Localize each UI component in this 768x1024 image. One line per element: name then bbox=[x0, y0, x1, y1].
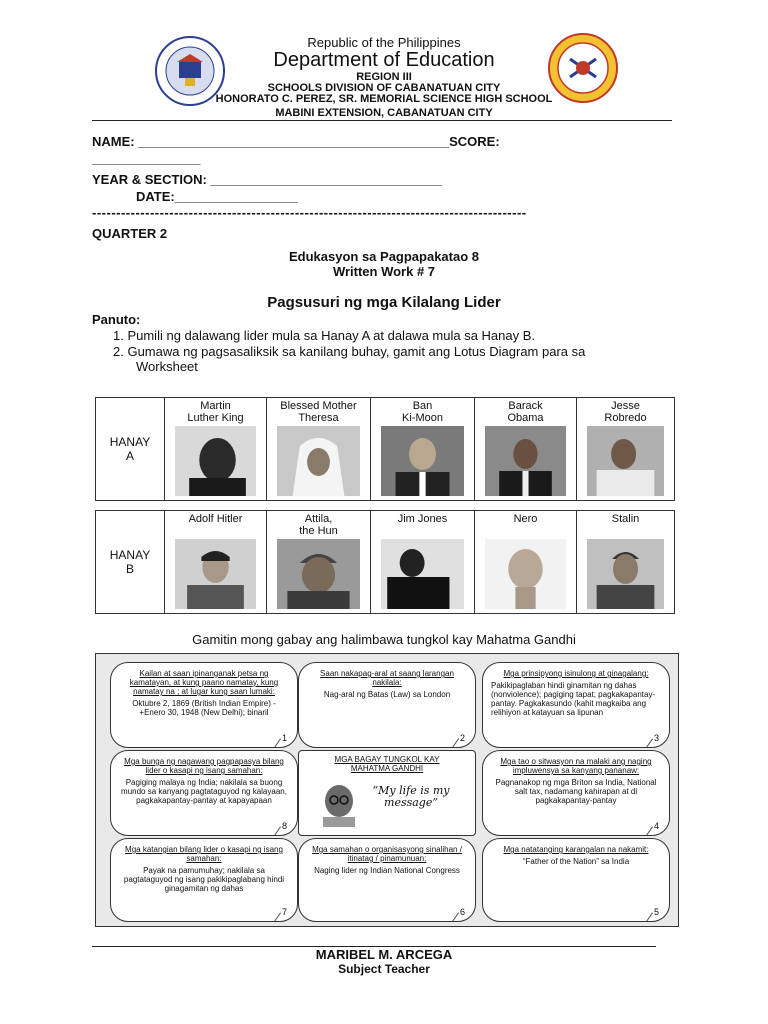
instruction-2-cont: Worksheet bbox=[136, 359, 198, 374]
leader-name: Robredo bbox=[604, 412, 647, 424]
leader-photo bbox=[381, 539, 464, 609]
leader-photo bbox=[485, 539, 566, 609]
leader-photo bbox=[277, 426, 360, 496]
header-rule bbox=[92, 120, 672, 121]
leader-name: Ki-Moon bbox=[402, 412, 443, 424]
hanay-b-table bbox=[95, 510, 675, 614]
lotus-question: Mga tao o sitwasyon na malaki ang naging impluwensya sa kanyang pananaw: bbox=[500, 757, 652, 775]
school-address: MABINI EXTENSION, CABANATUAN CITY bbox=[275, 107, 493, 119]
leader-name: Obama bbox=[507, 412, 544, 424]
lotus-center-title: MGA BAGAY TUNGKOL KAY MAHATMA GANDHI bbox=[334, 755, 440, 773]
lotus-answer: “Father of the Nation” sa India bbox=[522, 857, 630, 866]
name-score-field: NAME: ___________________________________________SCORE: bbox=[92, 134, 500, 149]
lotus-box-4 bbox=[482, 750, 670, 836]
lotus-question: Mga natatanging karangalan na nakamit: bbox=[503, 845, 649, 854]
lotus-slash bbox=[269, 826, 281, 836]
leader-name: Theresa bbox=[298, 412, 339, 424]
leader-name: Attila, bbox=[304, 513, 333, 525]
lotus-number: 4 bbox=[653, 821, 659, 831]
lotus-number: 2 bbox=[459, 733, 465, 743]
lotus-answer: Payak na pamumuhay; nakilala sa pagtataguyod ng isang pakikipaglabang hindi ginagamitan ng dahas bbox=[123, 866, 285, 893]
lotus-box-7 bbox=[110, 838, 298, 922]
leader-name: Ban bbox=[412, 400, 433, 412]
leader-name: the Hun bbox=[299, 525, 338, 537]
lotus-answer: Pagnanakop ng mga Briton sa India, National salt tax, nadamang kahirapan at di pagkakapantay-pantay bbox=[495, 778, 657, 805]
leader-cell bbox=[576, 398, 674, 500]
lotus-number: 7 bbox=[281, 907, 287, 917]
quarter-label: QUARTER 2 bbox=[92, 226, 168, 241]
leader-cell bbox=[370, 511, 474, 613]
leader-cell bbox=[164, 511, 266, 613]
lotus-box-3 bbox=[482, 662, 670, 748]
lotus-question: Mga prinsipyong isinulong at ginagalang: bbox=[503, 669, 649, 678]
lotus-number: 5 bbox=[653, 907, 659, 917]
year-section-field: YEAR & SECTION: ________________________________ bbox=[92, 172, 442, 187]
department-title: Department of Education bbox=[273, 49, 495, 71]
hanay-b-letter: B bbox=[125, 562, 134, 576]
hanay-b-label bbox=[96, 511, 164, 613]
lotus-question: Saan nakapag-aral at saang larangan nakilala: bbox=[320, 669, 454, 687]
leader-cell bbox=[576, 511, 674, 613]
teacher-name: MARIBEL M. ARCEGA bbox=[315, 947, 453, 962]
score-line: _______________ bbox=[92, 151, 201, 166]
hanay-a-word: HANAY bbox=[109, 435, 151, 449]
lotus-answer: Oktubre 2, 1869 (British Indian Empire) - +Enero 30, 1948 (New Delhi); binaril bbox=[132, 699, 276, 717]
leader-photo bbox=[587, 426, 664, 496]
lotus-box-5 bbox=[482, 838, 670, 922]
leader-name: Jim Jones bbox=[397, 513, 448, 525]
activity-title: Pagsusuri ng mga Kilalang Lider bbox=[267, 294, 501, 311]
lotus-question: Mga katangian bilang lider o kasapi ng isang samahan: bbox=[125, 845, 283, 863]
leader-name: Stalin bbox=[611, 513, 640, 525]
lotus-diagram bbox=[95, 653, 679, 927]
leader-name: Martin bbox=[200, 400, 231, 412]
lotus-question: Mga samahan o organisasyong sinalihan / itinatag / pinamunuan: bbox=[312, 845, 462, 863]
region-text: REGION III bbox=[356, 71, 412, 83]
lotus-box-2 bbox=[298, 662, 476, 748]
lotus-box-1 bbox=[110, 662, 298, 748]
lotus-answer: Pakikipaglaban hindi ginamitan ng dahas (nonviolence); pagiging tapat; pagkakapantay-pantay. Pagkakasundo (kahit magkaiba ang relihiyon at katayuan sa lipunan bbox=[491, 681, 656, 717]
lotus-number: 8 bbox=[281, 821, 287, 831]
instruction-2: 2. Gumawa ng pagsasaliksik sa kanilang buhay, gamit ang Lotus Diagram para sa bbox=[113, 344, 586, 359]
lotus-box-6 bbox=[298, 838, 476, 922]
instruction-1: 1. Pumili ng dalawang lider mula sa Hanay A at dalawa mula sa Hanay B. bbox=[113, 328, 536, 343]
panuto-label: Panuto: bbox=[92, 312, 141, 327]
lotus-slash bbox=[269, 912, 281, 922]
teacher-role: Subject Teacher bbox=[338, 962, 430, 976]
leader-photo bbox=[175, 539, 256, 609]
gandhi-portrait bbox=[317, 781, 359, 827]
leader-cell bbox=[266, 511, 370, 613]
lotus-slash bbox=[641, 912, 653, 922]
leader-name: Barack bbox=[508, 400, 543, 412]
leader-photo bbox=[277, 539, 360, 609]
subject-title: Edukasyon sa Pagpapakatao 8 bbox=[288, 249, 480, 264]
republic-text: Republic of the Philippines bbox=[307, 35, 461, 50]
leader-cell bbox=[474, 511, 576, 613]
lotus-answer: Nag-aral ng Batas (Law) sa London bbox=[323, 690, 451, 699]
lotus-slash bbox=[447, 738, 459, 748]
divider-dashes: ------------------------------------------------------------------------------------------ bbox=[92, 205, 527, 220]
leader-cell bbox=[164, 398, 266, 500]
hanay-a-table bbox=[95, 397, 675, 501]
lotus-number: 6 bbox=[459, 907, 465, 917]
leader-cell bbox=[266, 398, 370, 500]
leader-name: Luther King bbox=[187, 412, 244, 424]
leader-photo bbox=[381, 426, 464, 496]
hanay-a-letter: A bbox=[125, 449, 134, 463]
date-field: DATE:_________________ bbox=[136, 189, 298, 204]
lotus-slash bbox=[269, 738, 281, 748]
leader-name: Jesse bbox=[611, 400, 640, 412]
lotus-number: 1 bbox=[281, 733, 287, 743]
leader-name: Adolf Hitler bbox=[188, 513, 243, 525]
gandhi-guide-text: Gamitin mong gabay ang halimbawa tungkol kay Mahatma Gandhi bbox=[192, 632, 576, 647]
lotus-center-box bbox=[298, 750, 476, 836]
lotus-slash bbox=[641, 826, 653, 836]
lotus-answer: Pagiging malaya ng India; nakilala sa buong mundo sa kanyang pagtataguyod ng kalayaan, pagkakapantay-pantay at kapayapaan bbox=[121, 778, 287, 805]
hanay-a-label bbox=[96, 398, 164, 500]
leader-photo bbox=[485, 426, 566, 496]
leader-name: Blessed Mother bbox=[280, 400, 357, 412]
leader-cell bbox=[474, 398, 576, 500]
lotus-answer: Naging lider ng Indian National Congress bbox=[314, 866, 460, 875]
leader-photo bbox=[587, 539, 664, 609]
gandhi-quote: “My life is my message” bbox=[372, 784, 450, 809]
hanay-b-word: HANAY bbox=[109, 548, 151, 562]
lotus-box-8 bbox=[110, 750, 298, 836]
leader-photo bbox=[175, 426, 256, 496]
lotus-number: 3 bbox=[653, 733, 659, 743]
leader-cell bbox=[370, 398, 474, 500]
leader-name: Nero bbox=[513, 513, 538, 525]
division-text: SCHOOLS DIVISION OF CABANATUAN CITY bbox=[267, 82, 501, 94]
written-work-label: Written Work # 7 bbox=[332, 264, 436, 279]
lotus-slash bbox=[641, 738, 653, 748]
lotus-question: Kailan at saan ipinanganak petsa ng kamatayan, at kung paano namatay, kung namatay na ; at lugar kung saan lumaki: bbox=[129, 669, 279, 696]
lotus-slash bbox=[447, 912, 459, 922]
lotus-question: Mga bunga ng nagawang pagpapasya bilang lider o kasapi ng isang samahan: bbox=[124, 757, 284, 775]
school-name: HONORATO C. PEREZ, SR. MEMORIAL SCIENCE HIGH SCHOOL bbox=[215, 93, 553, 105]
